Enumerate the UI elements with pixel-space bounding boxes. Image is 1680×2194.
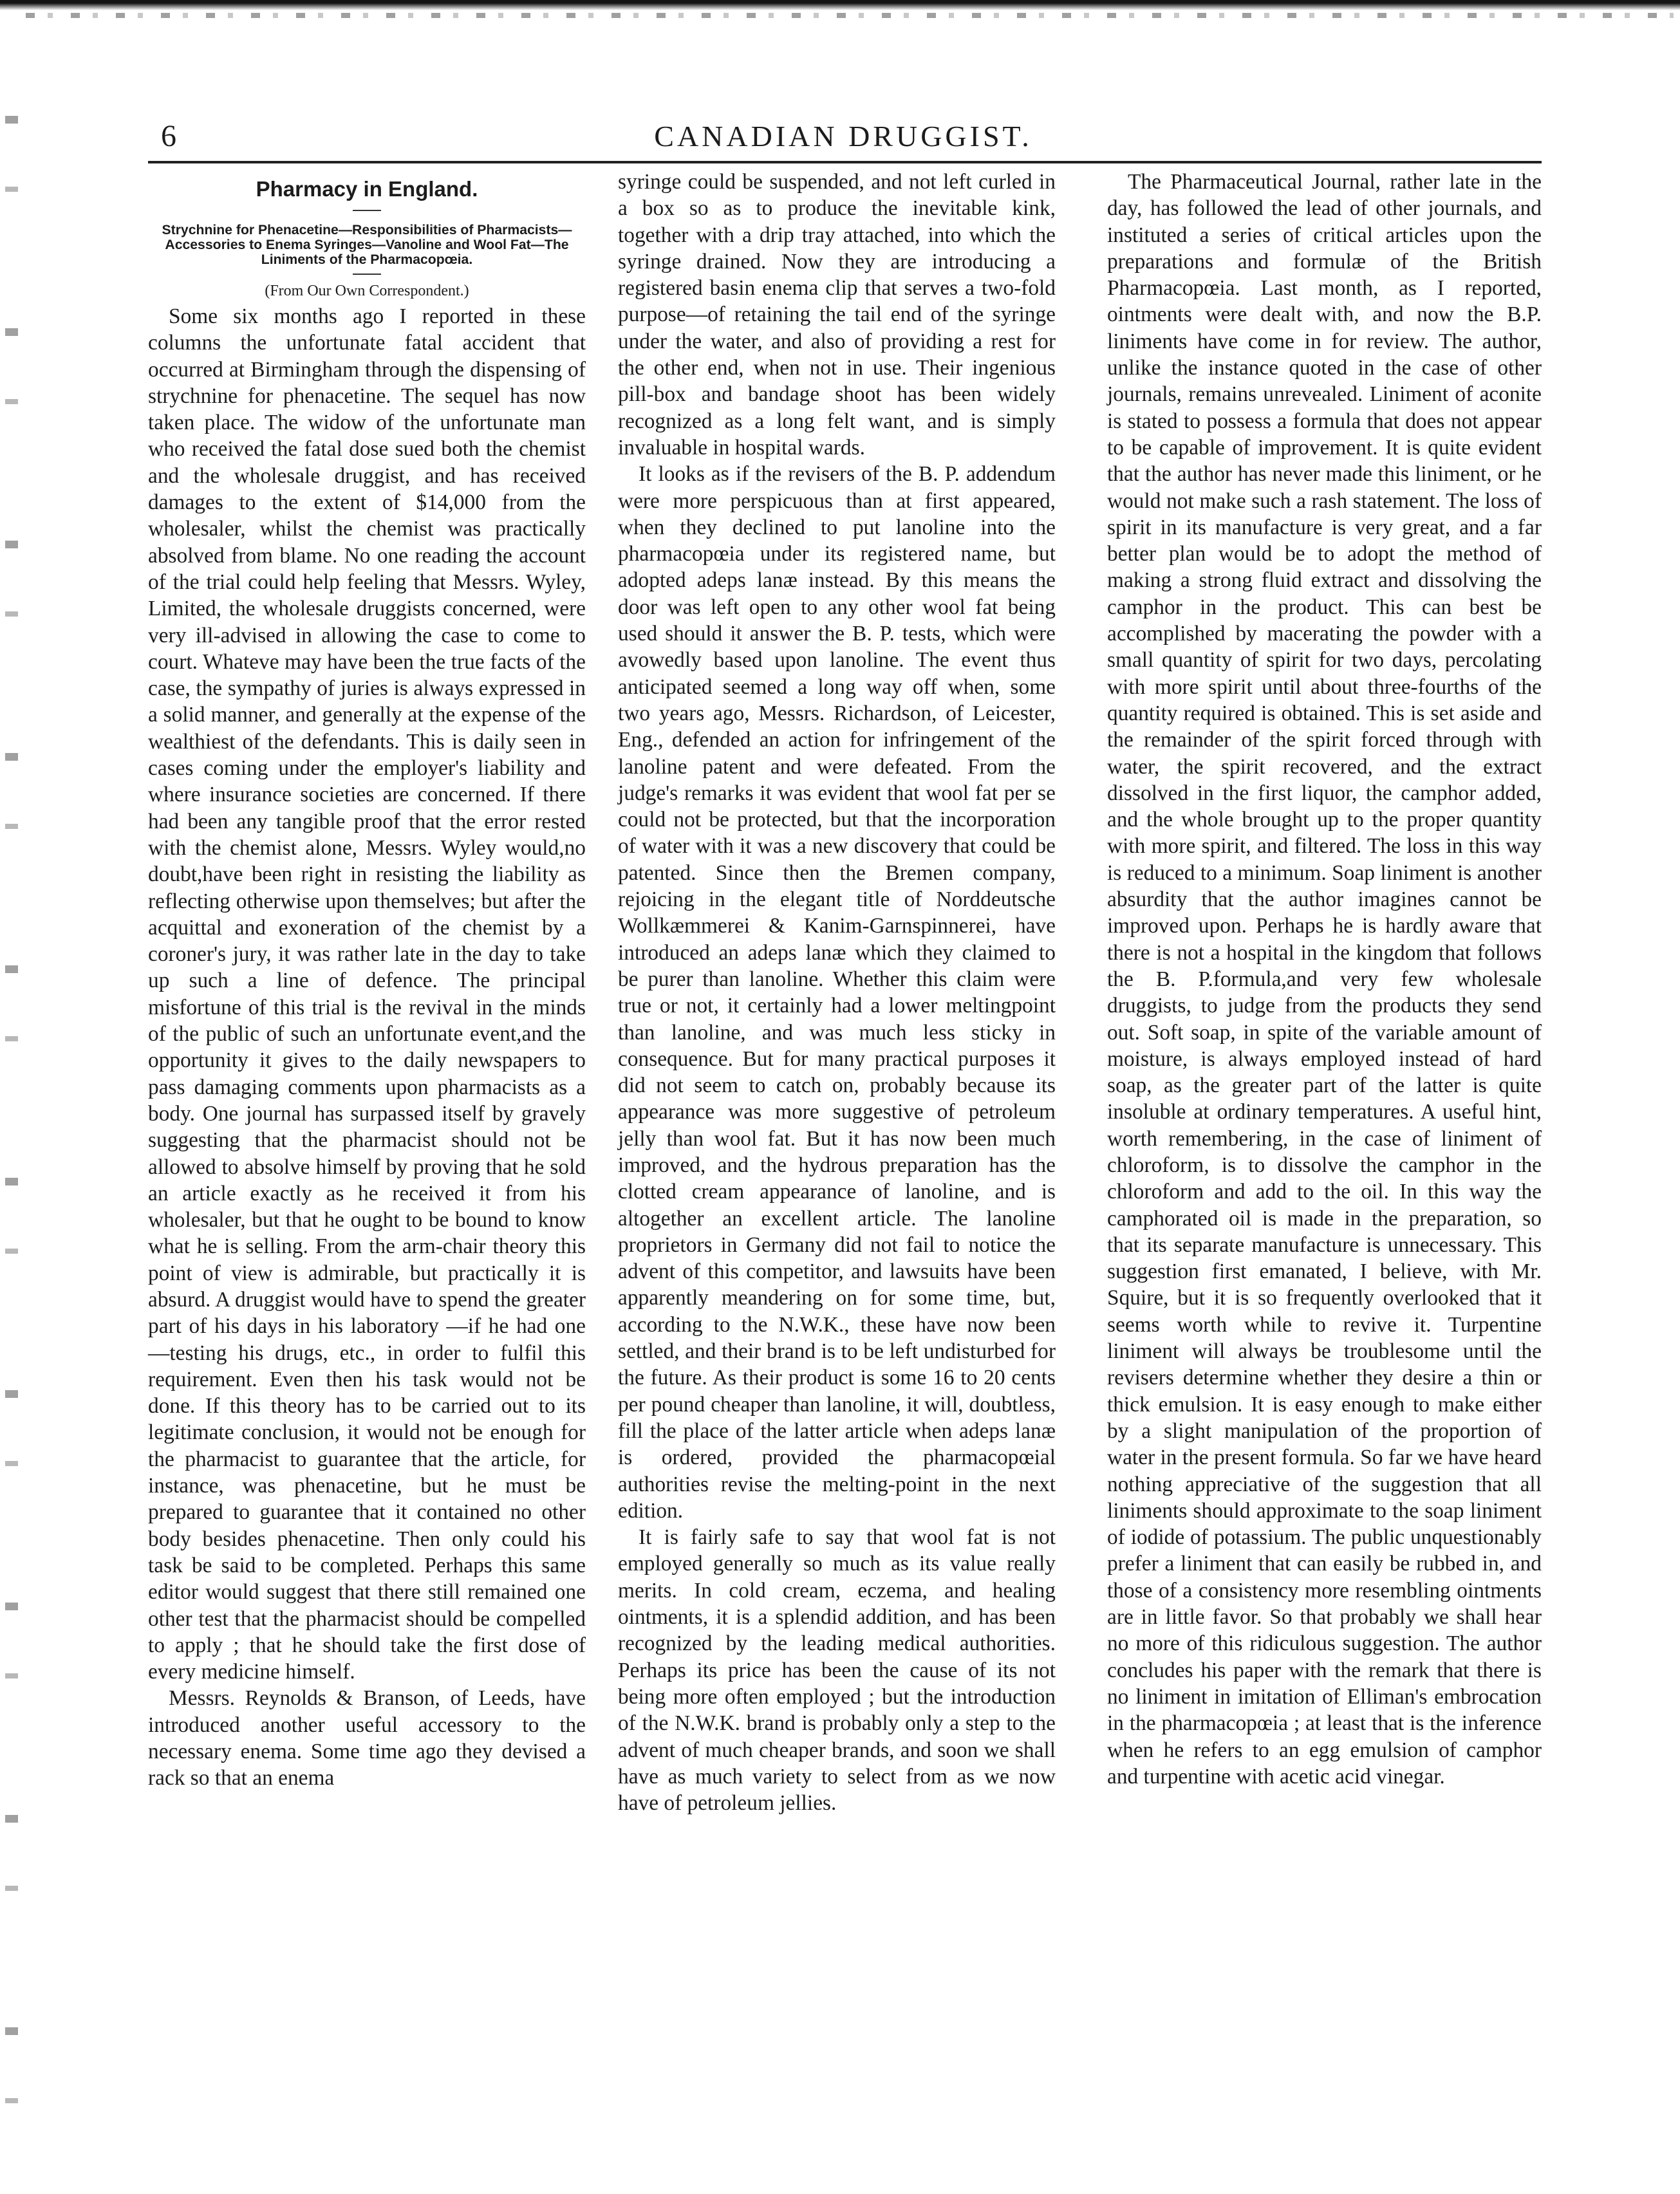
page-header (148, 117, 1538, 156)
column-1 (148, 169, 586, 1792)
paragraph: Some six months ago I reported in these columns the unfortunate fatal accident that occurred at Birmingham through the dispensing of strychnine for phenacetine. The sequel has now taken place. The widow of the unfortunate man who received the fatal dose sued both the chemist and the wholesale druggist, and has received damages to the extent of $14,000 from the wholesaler, whilst the chemist was practically absolved from blame. No one reading the account of the trial could help feeling that Messrs. Wyley, Limited, the wholesale druggists concerned, were very ill-advised in allowing the case to come to court. Whateve may have been the true facts of the case, the sympathy of juries is always expressed in a solid manner, and generally at the expense of the wealthiest of the defendants. This is daily seen in cases coming under the employer's liability and where insurance societies are concerned. If there had been any tangible proof that the error rested with the chemist alone, Messrs. Wyley would,no doubt,have been right in resisting the liability as reflecting otherwise upon themselves; but after the acquittal and exoneration of the chemist by a coroner's jury, it was rather late in the day to take up such a line of defence. The principal misfortune of this trial is the revival in the minds of the public of such an unfortunate event,and the opportunity it gives to the daily newspapers to pass damaging comments upon pharmacists as a body. One journal has surpassed itself by gravely suggesting that the pharmacist should not be allowed to absolve himself by proving that he sold an article exactly as he received it from his wholesaler, but that he ought to be bound to know what he is selling. From the arm-chair theory this point of view is admirable, but practically it is absurd. A druggist would have to spend the greater part of his days in his laboratory —if he had one—testing his drugs, etc., in order to fulfil this requirement. Even then his task would not be done. If this theory has to be carried out to its legitimate conclusion, it would not be enough for the pharmacist to guarantee that the article, for instance, was phenacetine, but he must be prepared to guarantee that it contained no other body besides phenacetine. Then only could his task be said to be completed. Perhaps this same editor would suggest that there still remained one other test that the pharmacist should be compelled to apply ; that he should take the first dose of every medicine himself. (148, 304, 586, 1684)
article-source: (From Our Own Correspondent.) (265, 283, 469, 299)
article-subtitle: Strychnine for Phenacetine—Responsibilities of Pharmacists—Accessories to Enema Syringes—Vanoline and Wool Fat—The Liniments of the Pharmacopœia. (162, 223, 572, 267)
column-2 (618, 169, 1056, 1816)
paragraph: syringe could be suspended, and not left curled in a box so as to produce the inevitable kink, together with a drip tray attached, into which the syringe drained. Now they are introducing a registered basin enema clip that serves a two-fold purpose—of retaining the tail end of the syringe under the water, and also of providing a rest for the other end, when not in use. Their ingenious pill-box and bandage shoot has been widely recognized as a long felt want, and is simply invaluable in hospital wards. (618, 170, 1056, 460)
paragraph: It looks as if the revisers of the B. P. addendum were more perspicuous than at first appeared, when they declined to put lanoline into the pharmacopœia under its registered name, but adopted adeps lanæ instead. By this means the door was left open to any other wool fat being used should it answer the B. P. tests, which were avowedly based upon lanoline. The event thus anticipated seemed a long way off when, some two years ago, Messrs. Richardson, of Leicester, Eng., defended an action for infringement of the lanoline patent and were defeated. From the judge's remarks it was evident that wool fat per se could not be protected, but that the incorporation of water with it was a new discovery that could be patented. Since then the Bremen company, rejoicing in the elegant title of Norddeutsche Wollkæmmerei & Kanim-Garnspinnerei, have introduced an adeps lanæ which they claimed to be purer than lanoline. Whether this claim were true or not, it certainly had a lower meltingpoint than lanoline, and was much less sticky in consequence. But for many practical purposes it did not seem to catch on, probably because its appearance was more suggestive of petroleum jelly than wool fat. But it has now been much improved, and the hydrous preparation has the clotted cream appearance of lanoline, and is altogether an excellent article. The lanoline proprietors in Germany did not fail to notice the advent of this competitor, and lawsuits have been apparently meandering on for some time, but, according to the N.W.K., these have now been settled, and their brand is to be left undisturbed for the future. As their product is some 16 to 20 cents per pound cheaper than lanoline, it will, doubtless, fill the place of the latter article when adeps lanæ is ordered, provided the pharmacopœial authorities revise the melting-point in the next edition. (618, 462, 1056, 1523)
title-divider (353, 210, 381, 211)
paragraph: It is fairly safe to say that wool fat is not employed generally so much as its value really merits. In cold cream, eczema, and healing ointments, it is a splendid addition, and has been recognized by the leading medical authorities. Perhaps its price has been the cause of its not being more often employed ; but the introduction of the N.W.K. brand is probably only a step to the advent of much cheaper brands, and soon we shall have as much variety to select from as we now have of petroleum jellies. (618, 1525, 1056, 1816)
article-title: Pharmacy in England. (256, 177, 478, 201)
journal-title: CANADIAN DRUGGIST. (654, 120, 1032, 153)
header-rule (148, 161, 1542, 163)
page-number: 6 (161, 119, 176, 153)
paragraph: The Pharmaceutical Journal, rather late in the day, has followed the lead of other journals, and instituted a series of critical articles upon the preparations and formulæ of the British Pharmacopœia. Last month, as I reported, ointments were dealt with, and now the B.P. liniments have come in for review. The author, unlike the instance quoted in the case of other journals, remains unrevealed. Liniment of aconite is stated to possess a formula that does not appear to be capable of improvement. It is quite evident that the author has never made this liniment, or he would not make such a rash statement. The loss of spirit in its manufacture is very great, and a far better plan would be to adopt the method of making a strong fluid extract and dissolving the camphor in the product. This can best be accomplished by macerating the powder with a small quantity of spirit for two days, percolating with more spirit until about three-fourths of the quantity required is obtained. This is set aside and the remainder of the spirit forced through with water, the spirit recovered, and the extract dissolved in the first liquor, the camphor added, and the whole brought up to the proper quantity with more spirit, and filtered. The loss in this way is reduced to a minimum. Soap liniment is another absurdity that the author imagines cannot be improved upon. Perhaps he is hardly aware that there is not a hospital in the kingdom that follows the B. P.formula,and very few wholesale druggists, to judge from the products they send out. Soft soap, in spite of the variable amount of moisture, is always employed instead of hard soap, as the greater part of the latter is quite insoluble at ordinary temperatures. A useful hint, worth remembering, in the case of liniment of chloroform, is to dissolve the camphor in the chloroform and add to the oil. In this way the camphorated oil is made in the preparation, so that its separate manufacture is unnecessary. This suggestion first emanated, I believe, with Mr. Squire, but it is so frequently overlooked that it seems worth while to revive it. Turpentine liniment will always be troublesome until the revisers determine whether they desire a thin or thick emulsion. It is easy enough to make either by a slight manipulation of the proportion of water in the present formula. So far we have heard nothing appreciative of the suggestion that all liniments should approximate to the soap liniment of iodide of potassium. The public unquestionably prefer a liniment that can easily be rubbed in, and those of a consistency more resembling ointments are in little favor. So that probably we shall hear no more of this ridiculous suggestion. The author concludes his paper with the remark that there is no liniment in imitation of Elliman's embrocation in the pharmacopœia ; at least that is the inference when he refers to an egg emulsion of camphor and turpentine with acetic acid vinegar. (1107, 170, 1542, 1789)
scan-top-artifact (26, 13, 1674, 18)
scan-top-edge (0, 0, 1680, 10)
paragraph: Messrs. Reynolds & Branson, of Leeds, have introduced another useful accessory to the necessary enema. Some time ago they devised a rack so that an enema (148, 1686, 586, 1790)
subtitle-divider (353, 274, 381, 275)
column-3 (1107, 169, 1542, 1790)
scan-left-margin-artifact (5, 39, 18, 2175)
